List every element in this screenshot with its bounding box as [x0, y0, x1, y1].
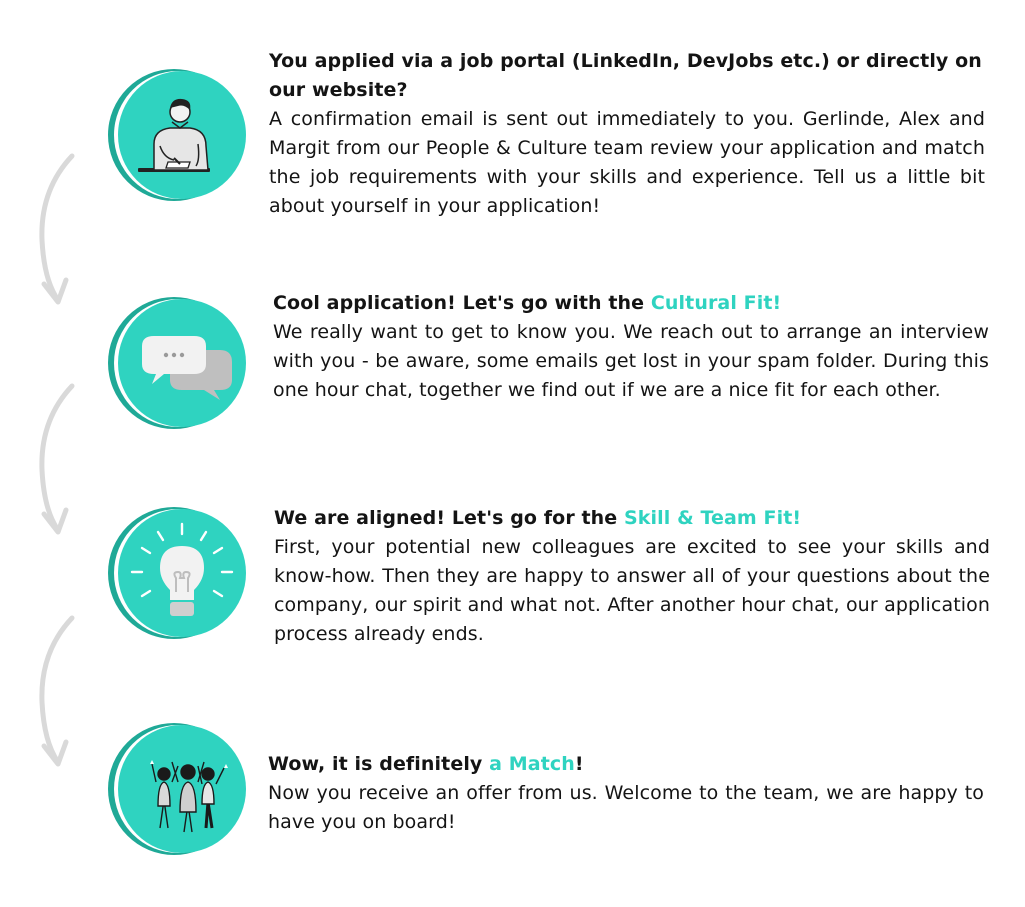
step-3-body: First, your potential new colleagues are excited to see your skills and know-how. Then they are happy to answer all of your questions about the company, our spirit and what not. After another hour chat, our application process already ends. — [274, 536, 990, 645]
curved-arrow-icon — [26, 612, 86, 782]
curved-arrow-icon — [26, 380, 86, 550]
person-writing-icon — [108, 66, 246, 204]
connector-arrow-2 — [26, 380, 86, 550]
step-3-circle — [108, 504, 246, 642]
step-2-circle — [108, 294, 246, 432]
connector-arrow-3 — [26, 612, 86, 782]
connector-arrow-1 — [26, 150, 86, 320]
chat-bubbles-icon — [108, 294, 246, 432]
step-2-body: We really want to get to know you. We reach out to arrange an interview with you - be aware, some emails get lost in your spam folder. During this one hour chat, together we find out if we are a nice fit for each other. — [273, 321, 989, 401]
step-1-body: A confirmation email is sent out immediately to you. Gerlinde, Alex and Margit from our People & Culture team review your application and match the job requirements with your skills and experience. Tell us a little bit about yourself in your application! — [269, 108, 985, 217]
step-4-body: Now you receive an offer from us. Welcome to the team, we are happy to have you on board! — [268, 782, 984, 833]
step-2-text — [273, 289, 989, 405]
celebrating-team-icon — [108, 720, 246, 858]
step-4-circle — [108, 720, 246, 858]
step-1-text — [269, 47, 985, 221]
step-2-title: Cool application! Let's go with the Cultural Fit! — [273, 292, 782, 314]
curved-arrow-icon — [26, 150, 86, 320]
step-3-title: We are aligned! Let's go for the Skill & Team Fit! — [274, 507, 802, 529]
step-2-title-accent: Cultural Fit! — [650, 292, 782, 314]
step-3-text — [274, 504, 990, 649]
step-1-title: You applied via a job portal (LinkedIn, DevJobs etc.) or directly on our website? — [269, 50, 982, 101]
lightbulb-icon — [108, 504, 246, 642]
step-4-text — [268, 750, 984, 837]
step-1-circle — [108, 66, 246, 204]
step-4-title-accent: a Match — [489, 753, 575, 775]
step-4-title: Wow, it is definitely a Match! — [268, 753, 584, 775]
step-3-title-accent: Skill & Team Fit! — [624, 507, 802, 529]
